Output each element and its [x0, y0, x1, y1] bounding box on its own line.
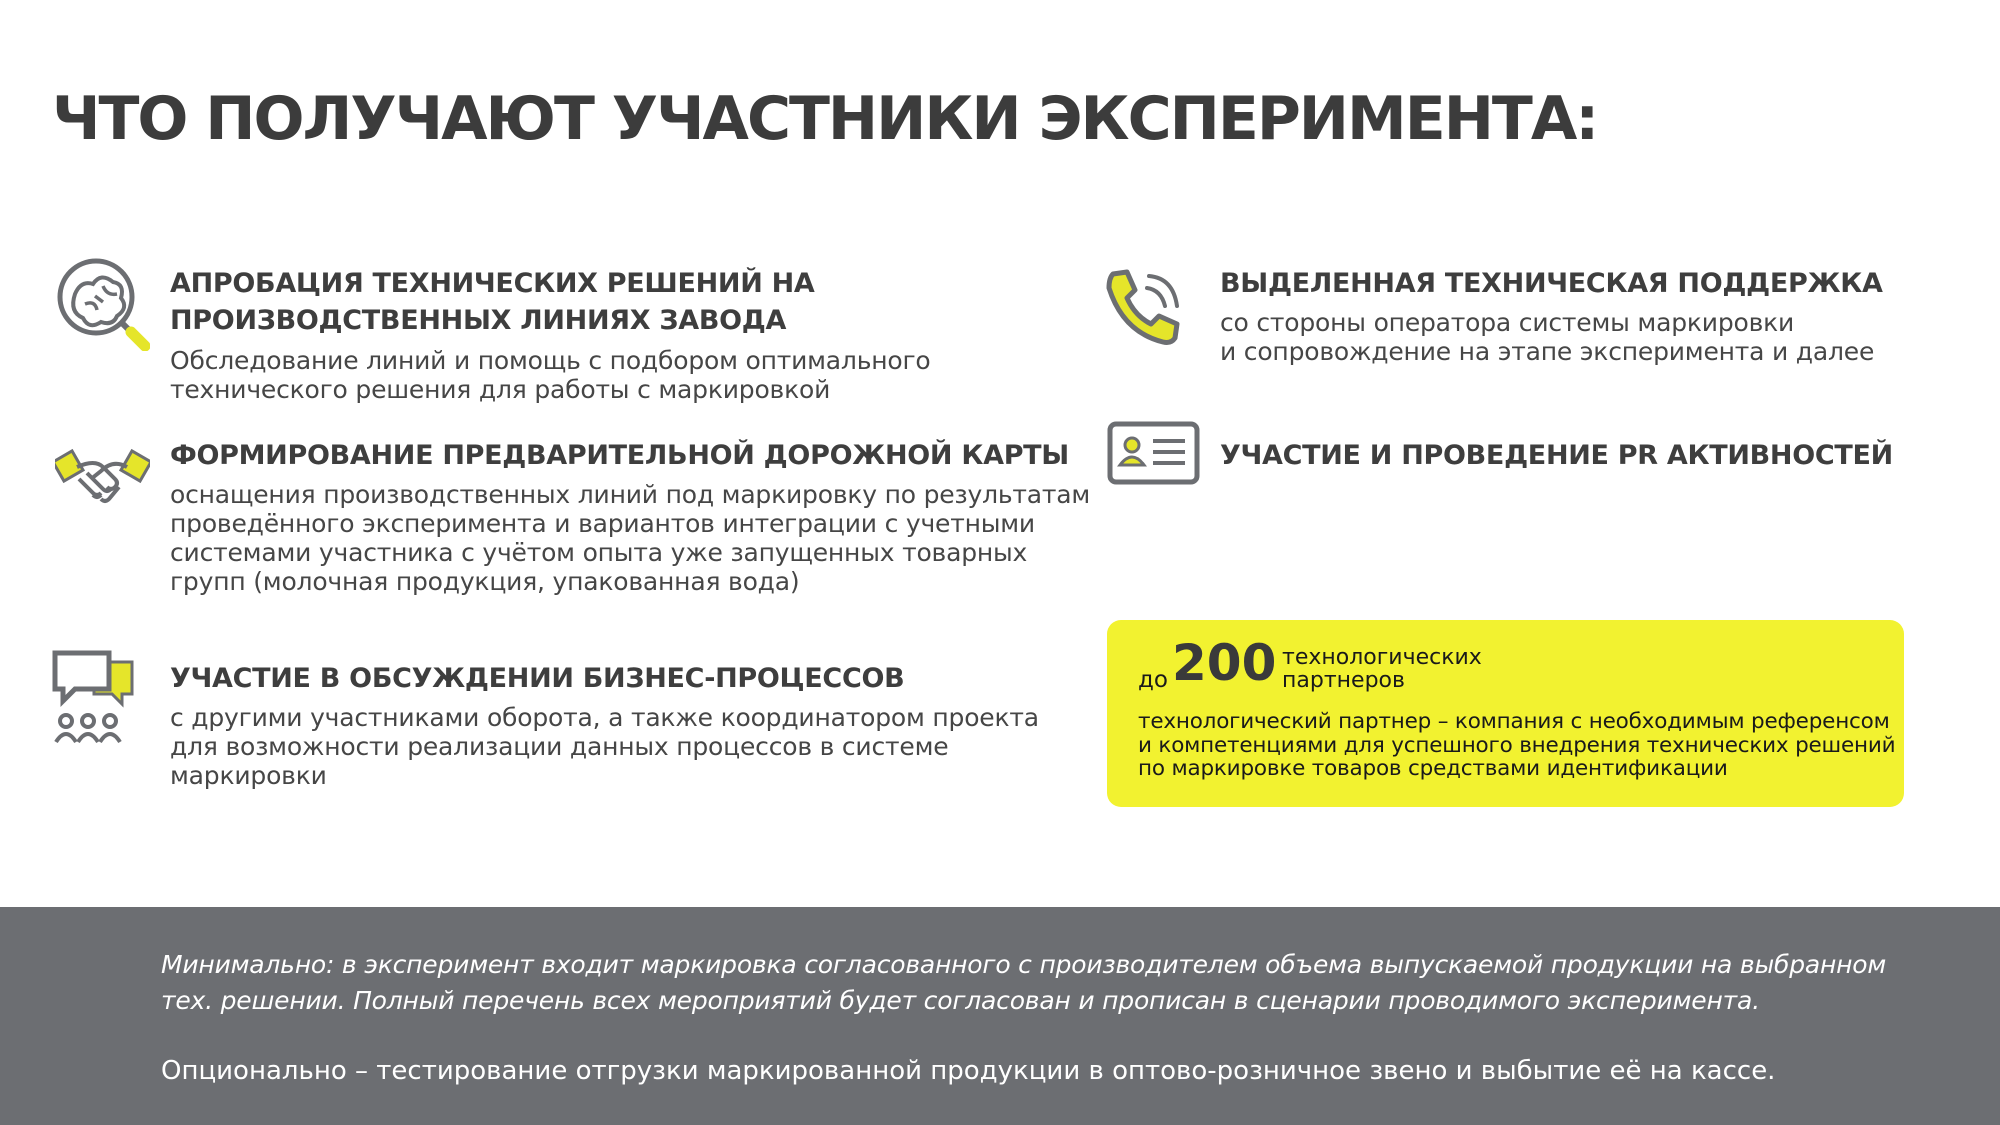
feature-desc-line-2: и сопровождение на этапе эксперимента и далее [1220, 337, 1875, 366]
feature-heading-line-1: УЧАСТИЕ И ПРОВЕДЕНИЕ PR АКТИВНОСТЕЙ [1220, 440, 1893, 471]
partners-unit [1282, 646, 1482, 692]
discussion-icon [52, 650, 137, 745]
partners-prefix: до [1138, 667, 1168, 693]
feature-desc-line-1: оснащения производственных линий под маркировку по результатам [170, 480, 1091, 509]
partners-desc-line-1: технологический партнер – компания с необходимым референсом [1138, 709, 1890, 734]
feature-desc-line-1: с другими участниками оборота, а также координатором проекта [170, 703, 1039, 732]
id-card-icon [1107, 421, 1200, 485]
partners-desc-line-2: и компетенциями для успешного внедрения технических решений [1138, 732, 1896, 758]
feature-desc-line-4: групп (молочная продукция, упакованная вода) [170, 567, 800, 596]
partners-callout [1107, 620, 1904, 807]
partners-desc-line-3: по маркировке товаров средствами идентификации [1138, 756, 1728, 781]
feature-desc-line-1: со стороны оператора системы маркировки [1220, 308, 1795, 337]
feature-heading-line-1: УЧАСТИЕ В ОБСУЖДЕНИИ БИЗНЕС-ПРОЦЕССОВ [170, 663, 905, 694]
footer-minimum-note [161, 947, 1886, 1019]
feature-heading-line-1: ВЫДЕЛЕННАЯ ТЕХНИЧЕСКАЯ ПОДДЕРЖКА [1220, 268, 1883, 299]
partners-unit-line-1: технологических [1282, 645, 1482, 670]
footer-optional-note: Опционально – тестирование отгрузки маркированной продукции в оптово-розничное звено и выбытие её на кассе. [161, 1056, 1776, 1086]
phone-icon [1105, 268, 1185, 348]
feature-desc-line-2: технического решения для работы с маркировкой [170, 375, 831, 404]
feature-heading-line-1: АПРОБАЦИЯ ТЕХНИЧЕСКИХ РЕШЕНИЙ НА [170, 268, 815, 299]
footer-note-band [0, 907, 2000, 1125]
feature-desc-line-2: проведённого эксперимента и вариантов интеграции с учетными [170, 509, 1035, 538]
page-title: ЧТО ПОЛУЧАЮТ УЧАСТНИКИ ЭКСПЕРИМЕНТА: [52, 84, 1598, 154]
feature-heading-line-1: ФОРМИРОВАНИЕ ПРЕДВАРИТЕЛЬНОЙ ДОРОЖНОЙ КАРТЫ [170, 440, 1069, 471]
feature-desc-line-3: системами участника с учётом опыта уже запущенных товарных [170, 538, 1028, 567]
footer-minimum-line-2: тех. решении. Полный перечень всех мероприятий будет согласован и прописан в сценарии проводимого эксперимента. [161, 986, 1760, 1015]
feature-desc-line-2: для возможности реализации данных процессов в системе [170, 732, 949, 761]
partners-unit-line-2: партнеров [1282, 668, 1405, 693]
brain-magnifier-icon [55, 256, 150, 351]
partners-description [1138, 710, 1895, 781]
footer-minimum-line-1: Минимально: в эксперимент входит маркировка согласованного с производителем объема выпускаемой продукции на выбранном [161, 950, 1887, 979]
feature-heading-line-2: ПРОИЗВОДСТВЕННЫХ ЛИНИЯХ ЗАВОДА [170, 305, 787, 336]
handshake-icon [55, 443, 150, 513]
partners-count: 200 [1172, 634, 1277, 692]
feature-desc-line-3: маркировки [170, 761, 327, 790]
feature-desc-line-1: Обследование линий и помощь с подбором оптимального [170, 346, 931, 375]
